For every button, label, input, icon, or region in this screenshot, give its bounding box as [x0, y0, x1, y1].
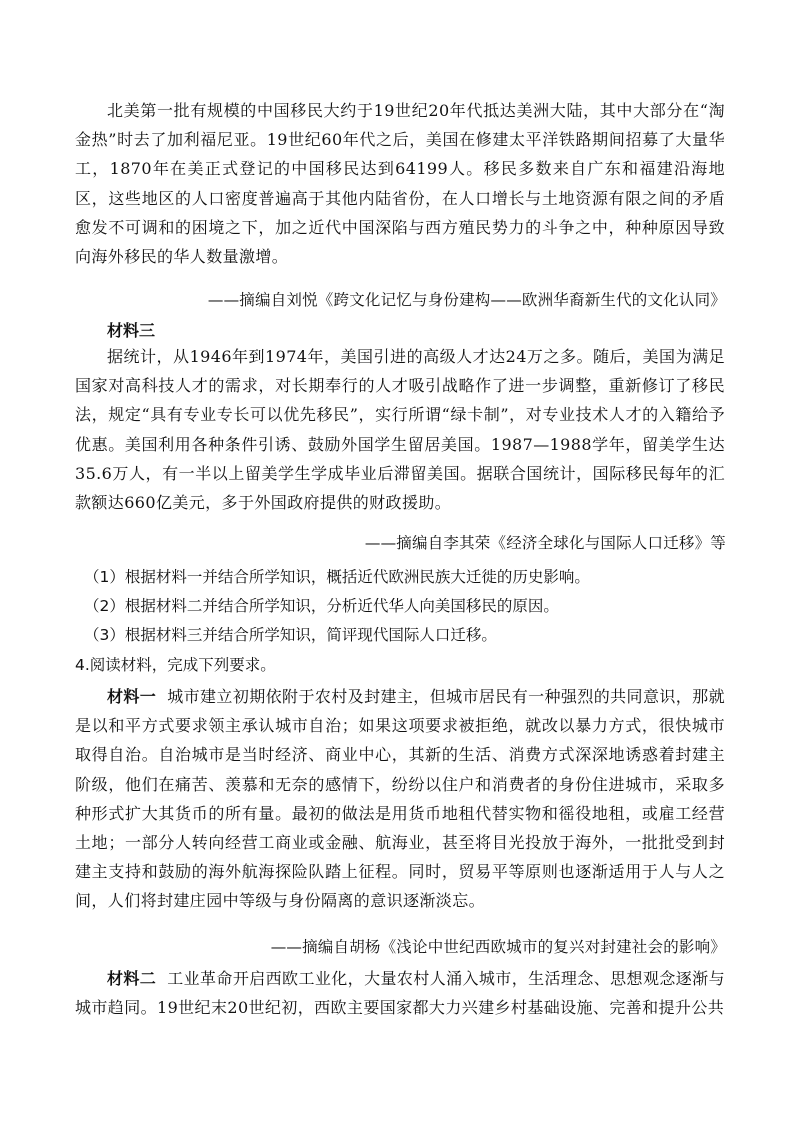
source-citation-liu-yue: ——摘编自刘悦《跨文化记忆与身份建构——欧洲华裔新生代的文化认同》 [207, 291, 726, 309]
material-1-label: 材料一 [107, 687, 157, 706]
question-1: （1）根据材料一并结合所学知识，概括近代欧洲民族大迁徙的历史影响。 [84, 568, 590, 586]
source-citation-li-qirong: ——摘编自李其荣《经济全球化与国际人口迁移》等 [364, 534, 726, 552]
paragraph-north-america-migration: 北美第一批有规模的中国移民大约于19世纪20年代抵达美洲大陆，其中大部分在“淘金热”时去了加利福尼亚。19世纪60年代之后，美国在修建太平洋铁路期间招募了大量华工，1870年在美正式登记的中国移民达到64199人。移民多数来自广东和福建沿海地区，这些地区的人口密度普遍高于其他内陆省份，在人口增长与土地资源有限之间的矛盾愈发不可调和的困境之下，加之近代中国深陷与西方殖民势力的斗争之中，种种原因导致向海外移民的华人数量激增。 [75, 101, 725, 267]
paragraph-medieval-cities-text: 城市建立初期依附于农村及封建主，但城市居民有一种强烈的共同意识，那就是以和平方式要求领主承认城市自治；如果这项要求被拒绝，就改以暴力方式，很快城市取得自治。自治城市是当时经济、商业中心，其新的生活、消费方式深深地诱惑着封建主阶级，他们在痛苦、羡慕和无奈的感情下，纷纷以住户和消费者的身份住进城市，采取多种形式扩大其货币的所有量。最初的做法是用货币地租代替实物和徭役地租，或雇工经营土地；一部分人转向经营工商业或金融、航海业，甚至将目光投放于海外，一批批受到封建主支持和鼓励的海外航海探险队踏上征程。同时，贸易平等原则也逐渐适用于人与人之间，人们将封建庄园中等级与身份隔离的意识逐渐淡忘。 [75, 687, 725, 911]
question-3: （3）根据材料三并结合所学知识，简评现代国际人口迁移。 [84, 626, 497, 644]
question-2: （2）根据材料二并结合所学知识，分析近代华人向美国移民的原因。 [84, 597, 559, 615]
paragraph-medieval-cities [75, 682, 725, 916]
paragraph-us-talent-migration: 据统计，从1946年到1974年，美国引进的高级人才达24万之多。随后，美国为满足国家对高科技人才的需求，对长期奉行的人才吸引战略作了进一步调整，重新修订了移民法，规定“具有专业专长可以优先移民”，实行所谓“绿卡制”，对专业技术人才的入籍给予优惠。美国利用各种条件引诱、鼓励外国学生留居美国。1987—1988学年，留美学生达35.6万人，有一半以上留美学生学成毕业后滞留美国。据联合国统计，国际移民每年的汇款额达660亿美元，多于外国政府提供的财政援助。 [75, 347, 725, 513]
material-3-heading: 材料三 [107, 321, 156, 340]
question-4-prompt: 4.阅读材料，完成下列要求。 [75, 656, 276, 674]
paragraph-industrial-revolution [75, 964, 725, 1022]
material-2-label: 材料二 [107, 969, 157, 988]
source-citation-hu-yang: ——摘编自胡杨《浅论中世纪西欧城市的复兴对封建社会的影响》 [270, 938, 726, 956]
paragraph-industrial-revolution-text: 工业革命开启西欧工业化，大量农村人涌入城市，生活理念、思想观念逐渐与城市趋同。19世纪末20世纪初，西欧主要国家都大力兴建乡村基础设施、完善和提升公共 [75, 969, 725, 1018]
